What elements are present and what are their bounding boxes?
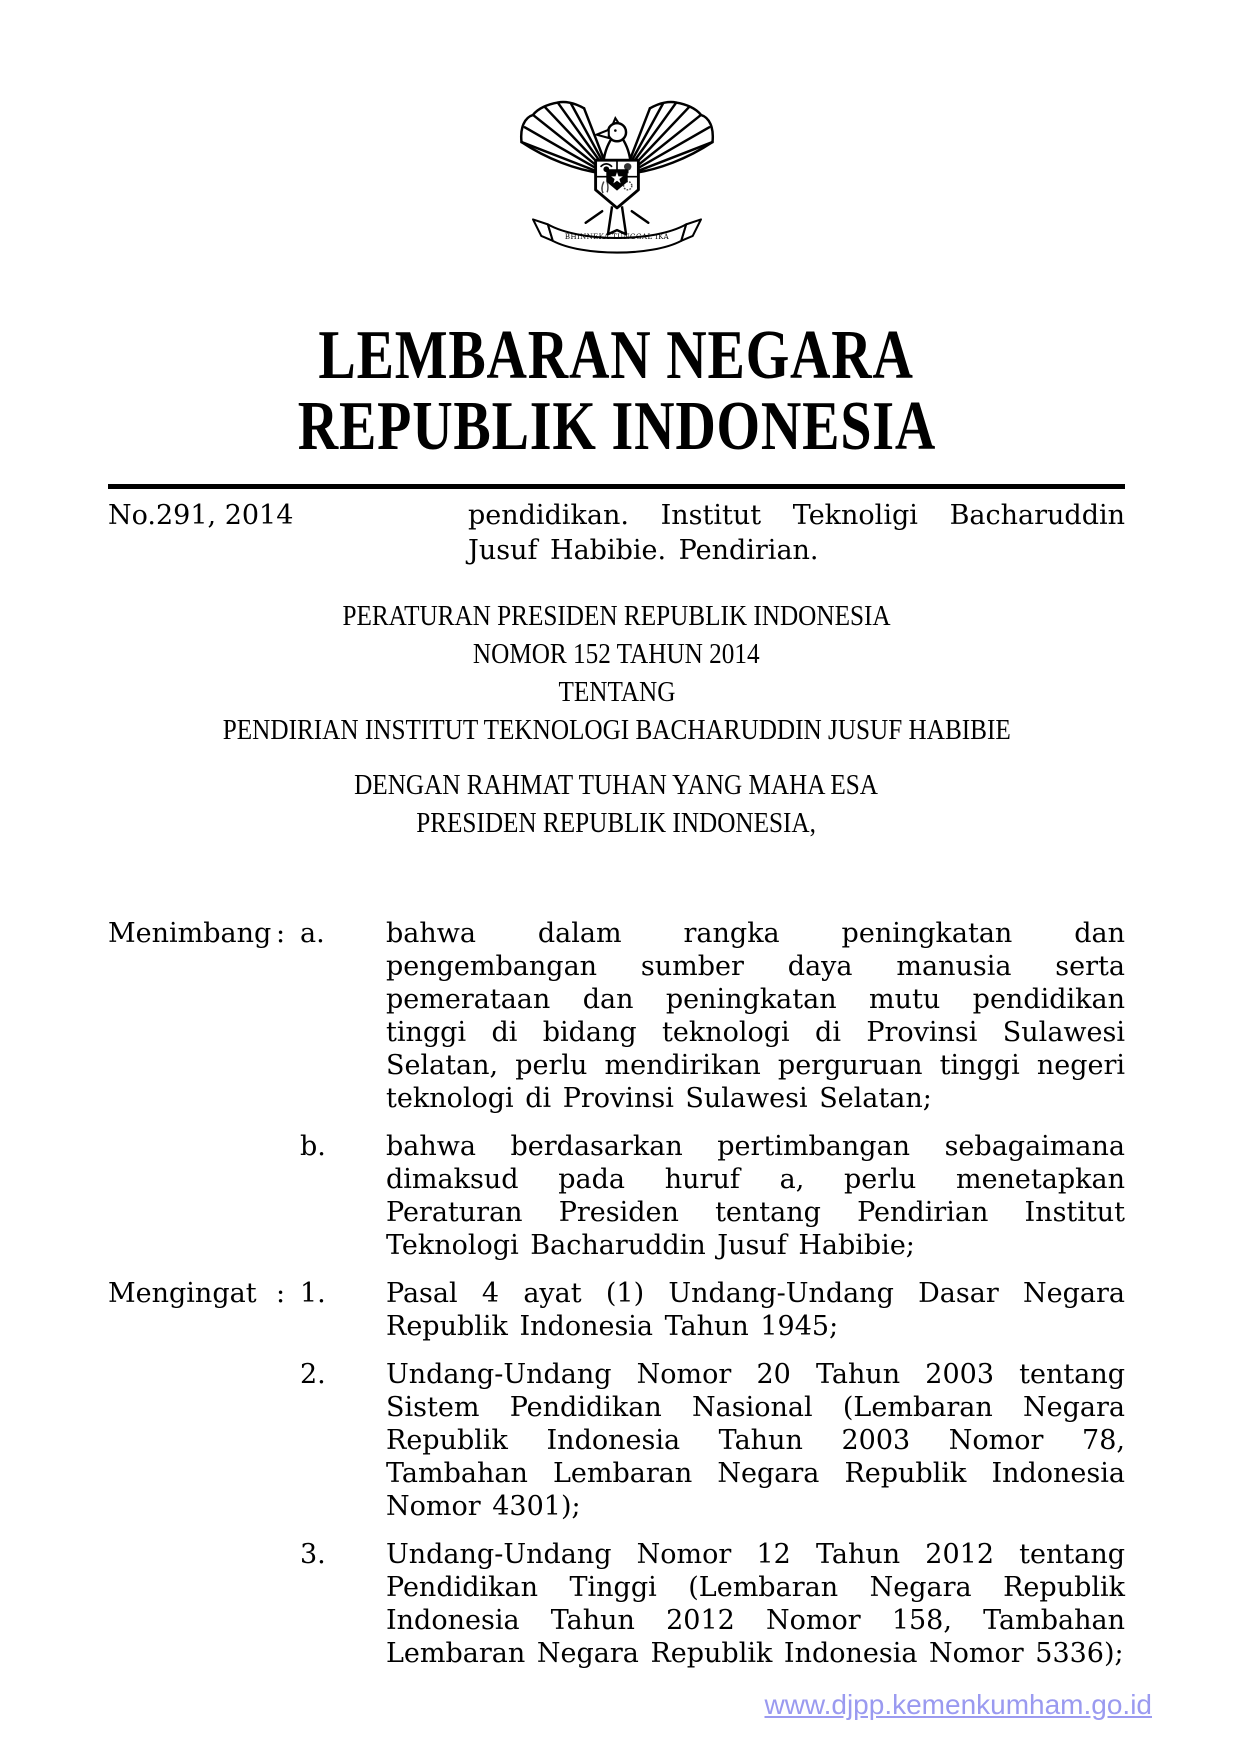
item-text: Undang-Undang Nomor 20 Tahun 2003 tentang Sistem Pendidikan Nasional (Lembaran Negara Republik Indonesia Tahun 2003 Nomor 78, Tambahan Lembaran Negara Republik Indonesia Nomor 4301); <box>386 1359 1125 1522</box>
gazette-number: No.291, 2014 <box>108 500 294 531</box>
gazette-title <box>108 317 1125 465</box>
heading-line-tentang: TENTANG <box>558 677 675 708</box>
gazette-title-line2: REPUBLIK INDONESIA <box>297 388 936 465</box>
heading-line-number: NOMOR 152 TAHUN 2014 <box>473 639 760 670</box>
item-marker: 1. <box>300 1278 326 1309</box>
section-colon: : <box>276 1278 286 1309</box>
item-text: bahwa berdasarkan pertimbangan sebagaimana dimaksud pada huruf a, perlu menetapkan Peraturan Presiden tentang Pendirian Institut Teknologi Bacharuddin Jusuf Habibie; <box>386 1131 1125 1261</box>
item-text: bahwa dalam rangka peningkatan dan pengembangan sumber daya manusia serta pemerataan dan peningkatan mutu pendidikan tinggi di bidang teknologi di Provinsi Sulawesi Selatan, perlu mendirikan perguruan tinggi negeri teknologi di Provinsi Sulawesi Selatan; <box>386 918 1125 1114</box>
consideration-item <box>108 1277 1125 1343</box>
footer-website-link[interactable]: www.djpp.kemenkumham.go.id <box>764 1689 1152 1720</box>
consideration-item <box>108 917 1125 1115</box>
item-marker: 3. <box>300 1539 326 1570</box>
section-label-menimbang: Menimbang <box>108 918 272 949</box>
section-label-mengingat: Mengingat <box>108 1278 257 1309</box>
considerations-block <box>108 917 1125 1670</box>
gazette-subject-note: pendidikan. Institut Teknoligi Bacharuddin Jusuf Habibie. Pendirian. <box>468 500 1125 566</box>
gazette-title-line1: LEMBARAN NEGARA <box>318 317 915 394</box>
heading-authority: PRESIDEN REPUBLIK INDONESIA, <box>416 808 817 839</box>
item-text: Pasal 4 ayat (1) Undang-Undang Dasar Negara Republik Indonesia Tahun 1945; <box>386 1278 1125 1342</box>
consideration-item <box>108 1538 1125 1670</box>
item-text: Undang-Undang Nomor 12 Tahun 2012 tentang Pendidikan Tinggi (Lembaran Negara Republik Indonesia Tahun 2012 Nomor 158, Tambahan Lembaran Negara Republik Indonesia Nomor 5336); <box>386 1539 1125 1669</box>
masthead-rule <box>108 484 1125 489</box>
regulation-heading <box>108 598 1125 843</box>
heading-line-subject: PENDIRIAN INSTITUT TEKNOLOGI BACHARUDDIN JUSUF HABIBIE <box>222 715 1011 746</box>
consideration-item <box>108 1358 1125 1523</box>
garuda-pancasila-emblem-icon <box>510 82 724 282</box>
masthead-row <box>108 498 1125 568</box>
heading-invocation: DENGAN RAHMAT TUHAN YANG MAHA ESA <box>354 770 879 801</box>
item-marker: b. <box>300 1131 326 1162</box>
item-marker: 2. <box>300 1359 326 1390</box>
heading-line-type: PERATURAN PRESIDEN REPUBLIK INDONESIA <box>342 601 891 632</box>
section-colon: : <box>276 918 286 949</box>
item-marker: a. <box>300 918 325 949</box>
consideration-item <box>108 1130 1125 1262</box>
emblem-motto: BHINNEKA TUNGGAL IKA <box>564 233 669 242</box>
